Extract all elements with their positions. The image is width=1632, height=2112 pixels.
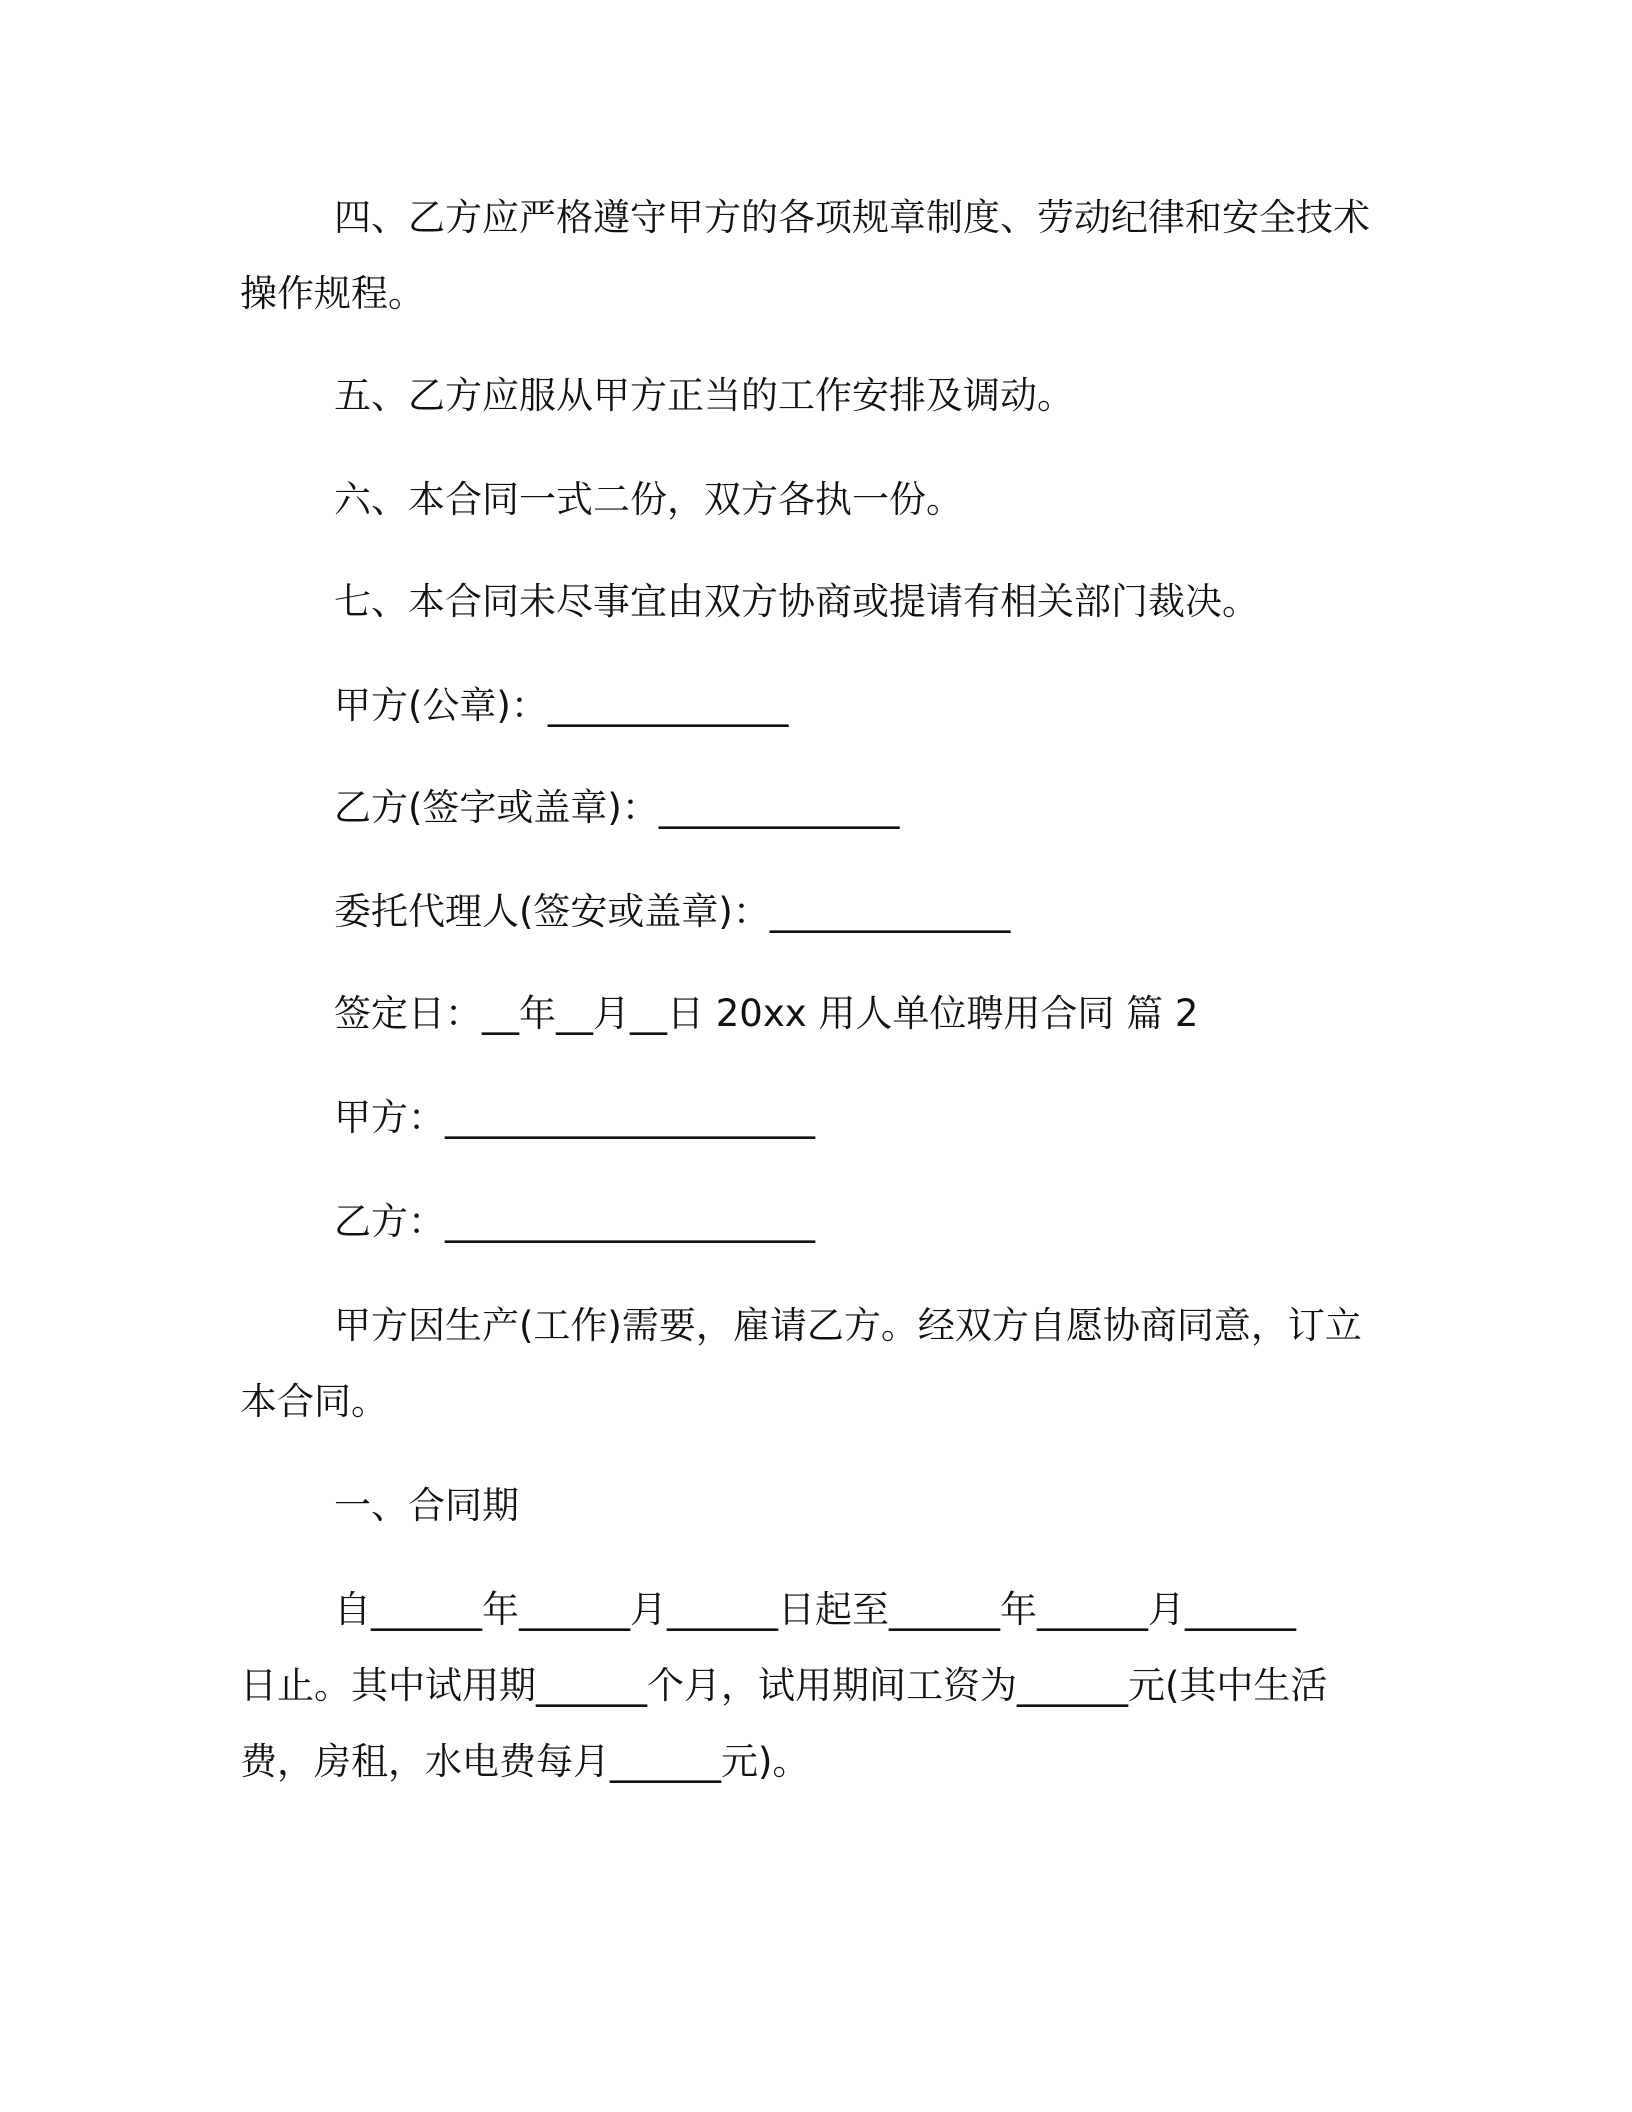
section-contract-period: 一、合同期 [334,1484,519,1527]
contract-period-line-3: 费，房租，水电费每月______元)。 [240,1740,810,1783]
preamble-line-1: 甲方因生产(工作)需要，雇请乙方。经双方自愿协商同意，订立 [334,1304,1362,1347]
clause-five: 五、乙方应服从甲方正当的工作安排及调动。 [334,374,1074,417]
contract-period-line-1: 自______年______月______日起至______年______月______ [334,1588,1296,1631]
party-a-seal-line: 甲方(公章)：_____________ [334,684,789,727]
clause-four-line-2: 操作规程。 [240,272,425,315]
clause-six: 六、本合同一式二份，双方各执一份。 [334,478,963,521]
contract-period-line-2: 日止。其中试用期______个月，试用期间工资为______元(其中生活 [240,1664,1328,1707]
clause-four-line-1: 四、乙方应严格遵守甲方的各项规章制度、劳动纪律和安全技术 [334,196,1370,239]
agent-signature-line: 委托代理人(签安或盖章)：_____________ [334,890,1011,933]
party-b-line: 乙方：____________________ [334,1200,815,1243]
signing-date-line: 签定日：__年__月__日 20xx 用人单位聘用合同 篇 2 [334,992,1199,1035]
party-a-line: 甲方：____________________ [334,1096,815,1139]
preamble-line-2: 本合同。 [240,1380,388,1423]
clause-seven: 七、本合同未尽事宜由双方协商或提请有相关部门裁决。 [334,580,1259,623]
party-b-signature-line: 乙方(签字或盖章)：_____________ [334,786,900,829]
